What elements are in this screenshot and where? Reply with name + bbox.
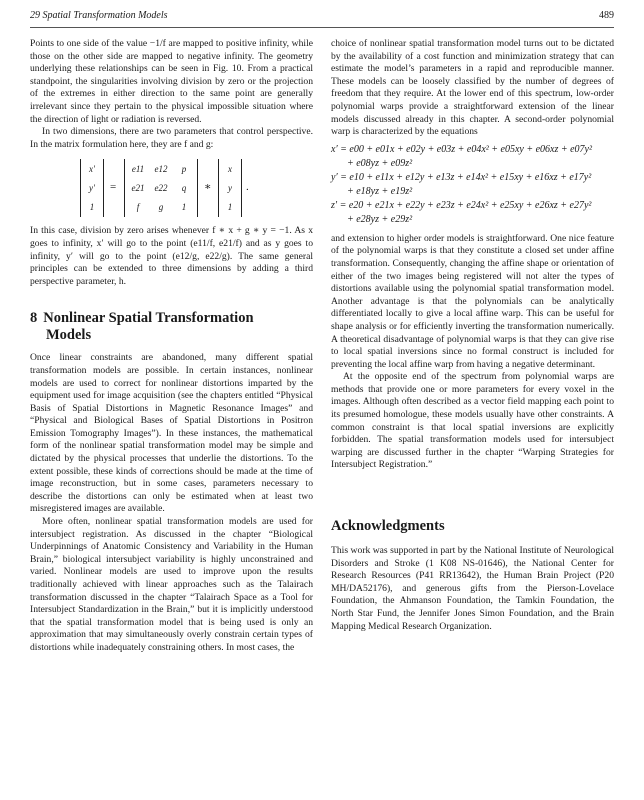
- matrix-cell: g: [158, 202, 164, 213]
- equation-line: + e18yz + e19z²: [347, 185, 413, 197]
- equation-line: z′ = e20 + e21x + e22y + e23z + e24x² + e25xy + e26xz + e27y²: [331, 199, 592, 211]
- matrix-cell: 1: [181, 202, 187, 213]
- page-header: [30, 10, 614, 24]
- paragraph: Once linear constraints are abandoned, many different spatial transformation models are possible. In certain instances, nonlinear models are used to correct for nonlinear distortions imparted by the equipment used for image acquisition (see the chapters entitled “Physical Basis of Spatial Distortions in Magnetic Resonance Images” and “Physical and Biological Bases of Spatial Distortions in Positron Emission Tomography Images”). In these instances, the mathematical form of the nonlinear spatial transformation model may be simple and dictated by the physical processes that underlie the distortions. To the extent possible, these kinds of corrections should be made at the time of image reconstruction, but in some cases, parameters necessary to describe the distortions can only be estimated when at least two misregistered images are available.: [30, 352, 313, 515]
- matrix-cell: x′: [89, 164, 95, 175]
- paragraph: and extension to higher order models is straightforward. One nice feature of the polynomial warps is that they constitute a closed set under affine transformation. Consequently, changing the affine shape or orientation of either of the two images being registered will not alter the types of distortions available using the polynomial spatial transformation model. Another advantage is that the polynomials can be analytically differentiated locally to give a local affine warp. This can be useful for shape analysis or for efficiently inverting the transformation numerically. A theoretical disadvantage of polynomial warps is that they can give rise to local spatial inversions since no formal construct is included for preventing the local affine warp from having a negative determinant.: [331, 232, 614, 370]
- matrix-cell: x: [228, 164, 232, 175]
- matrix-cell: 1: [89, 202, 95, 213]
- matrix-cell: q: [181, 183, 187, 194]
- paragraph: In this case, division by zero arises whenever f ∗ x + g ∗ y = −1. As x goes to infinity, x′ will go to the point (e11/f, e21/f) and as y goes to infinity, y′ will go to the point (e12/g, e22/g). The same general principles can be extended to three dimensions by adding a third perspective parameter, h.: [30, 225, 313, 287]
- equals-sign: =: [110, 181, 117, 194]
- polynomial-warp-equations: [331, 143, 614, 227]
- transform-matrix: [124, 159, 198, 217]
- section-heading: [30, 310, 313, 344]
- matrix-cell: y′: [89, 183, 95, 194]
- paragraph: Points to one side of the value −1/f are mapped to positive infinity, while those on the other side are mapped to negative infinity. The geometry underlying these relationships can be seen in Fig. 10. From a practical standpoint, the singularities involving division by zero or the projection of the extremes in either direction to the same point are generally irrelevant since they pertain to the physical impossible situation where the direction of light or radiation is reversed.: [30, 38, 313, 125]
- rhs-vector: [218, 159, 242, 217]
- matrix-cell: 1: [227, 202, 233, 213]
- running-title: 29 Spatial Transformation Models: [30, 10, 168, 21]
- period: .: [246, 181, 249, 194]
- equation-line: + e08yz + e09z²: [347, 157, 413, 169]
- equation-line: + e28yz + e29z²: [347, 213, 413, 225]
- matrix-cell: f: [136, 202, 140, 213]
- section-number: 8: [30, 310, 38, 327]
- matrix-cell: e22: [154, 183, 168, 194]
- header-rule: [30, 27, 614, 28]
- section-title-line2: Models: [46, 327, 92, 344]
- paragraph: At the opposite end of the spectrum from polynomial warps are methods that provide one or more parameters for every voxel in the images. Although often described as a vector field mapping each point to its presumed homologue, these models usually have other constraints. A common constraint is that local spatial inversions are explicitly forbidden. The spatial transformation models used for intersubject warping are discussed further in the chapter “Warping Strategies for Intersubject Registration.”: [331, 371, 614, 471]
- acknowledgments-text: This work was supported in part by the National Institute of Neurological Disorders and Stroke (1 K08 NS-01646), the National Center for Research Resources (P41 RR13642), the Human Brain Project (P20 MH/DA52176), and generous gifts from the Pierson-Lovelace Foundation, the Ahmanson Foundation, the Tamkin Foundation, the North Star Fund, the Jennifer Jones Simon Foundation, and the Brain Mapping Medical Research Organization.: [331, 545, 614, 632]
- paragraph: In two dimensions, there are two parameters that control perspective. In the matrix formulation here, they are f and g:: [30, 126, 313, 150]
- lhs-vector: [80, 159, 104, 217]
- matrix-cell: e12: [154, 164, 168, 175]
- left-column: [30, 38, 313, 655]
- acknowledgments-heading: Acknowledgments: [331, 518, 445, 535]
- multiply-sign: ∗: [204, 181, 212, 194]
- page-number: 489: [599, 10, 614, 21]
- matrix-cell: e11: [131, 164, 145, 175]
- equation-line: y′ = e10 + e11x + e12y + e13z + e14x² + e15xy + e16xz + e17y²: [331, 171, 592, 183]
- perspective-matrix-equation: [80, 159, 313, 217]
- section-title-line1: Nonlinear Spatial Transformation: [43, 310, 254, 327]
- matrix-cell: p: [181, 164, 187, 175]
- paragraph: choice of nonlinear spatial transformation model turns out to be dictated by the availability of a cost function and minimization strategy that can estimate the model’s parameters in a rapid and reproducible manner. These models can be loosely classified by the number of degrees of freedom that they require. At the lower end of this spectrum, low-order polynomial warps provide a straightforward extension of the linear models discussed already in this chapter. A second-order polynomial warp is characterized by the equations: [331, 38, 614, 138]
- right-column: [331, 38, 614, 633]
- matrix-cell: e21: [131, 183, 145, 194]
- paragraph: More often, nonlinear spatial transformation models are used for intersubject registration. As discussed in the chapter “Biological Underpinnings of Anatomic Consistency and Variability in the Human Brain,” biological intersubject variability is highly unconstrained and varied. Nonlinear models are used to improve upon the results traditionally achieved with linear approaches such as the Talairach transformation discussed in the chapter “Talairach Space as a Tool for Intersubject Standardization in the Brain,” but it is implicitly understood that the spatial transformation model that is being used is only an approximation that may simultaneously overly constrain certain types of distortions while inadequately constraining others. In most cases, the: [30, 516, 313, 653]
- matrix-cell: y: [228, 183, 232, 194]
- equation-line: x′ = e00 + e01x + e02y + e03z + e04x² + e05xy + e06xz + e07y²: [331, 143, 592, 155]
